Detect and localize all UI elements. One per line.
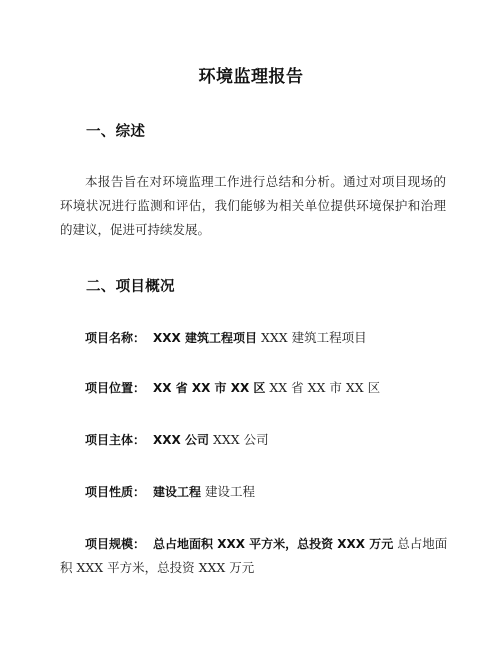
field-project-location — [60, 376, 450, 400]
field-value: XXX 建筑工程项目 — [260, 330, 367, 345]
field-project-nature — [60, 480, 450, 504]
field-bold-value: XX 省 XX 市 XX 区 — [153, 381, 266, 395]
field-label: 项目规模： — [85, 537, 146, 551]
field-label: 项目主体： — [85, 433, 146, 447]
document-title: 环境监理报告 — [198, 67, 304, 87]
field-value: 建设工程 — [205, 484, 256, 499]
field-project-name — [60, 326, 450, 350]
field-project-scale — [60, 532, 450, 580]
field-value: 总占地面积 XXX 平方米，总投资 XXX 万元 — [60, 536, 448, 575]
field-label: 项目名称： — [85, 331, 146, 345]
field-bold-value: XXX 建筑工程项目 — [153, 331, 257, 345]
overview-paragraph: 本报告旨在对环境监理工作进行总结和分析。通过对项目现场的环境状况进行监测和评估，我们能够为相关单位提供环境保护和治理的建议，促进可持续发展。 — [60, 174, 446, 237]
field-project-owner — [60, 428, 450, 452]
field-label: 项目性质： — [85, 485, 146, 499]
field-label: 项目位置： — [85, 381, 146, 395]
section-heading-overview: 一、综述 — [86, 124, 146, 140]
field-value: XXX 公司 — [212, 432, 269, 447]
field-bold-value: XXX 公司 — [153, 433, 209, 447]
field-bold-value: 建设工程 — [153, 485, 202, 499]
field-bold-value: 总占地面积 XXX 平方米，总投资 XXX 万元 — [153, 537, 394, 551]
field-value: XX 省 XX 市 XX 区 — [269, 380, 381, 395]
section-heading-project-overview: 二、项目概况 — [86, 279, 175, 295]
